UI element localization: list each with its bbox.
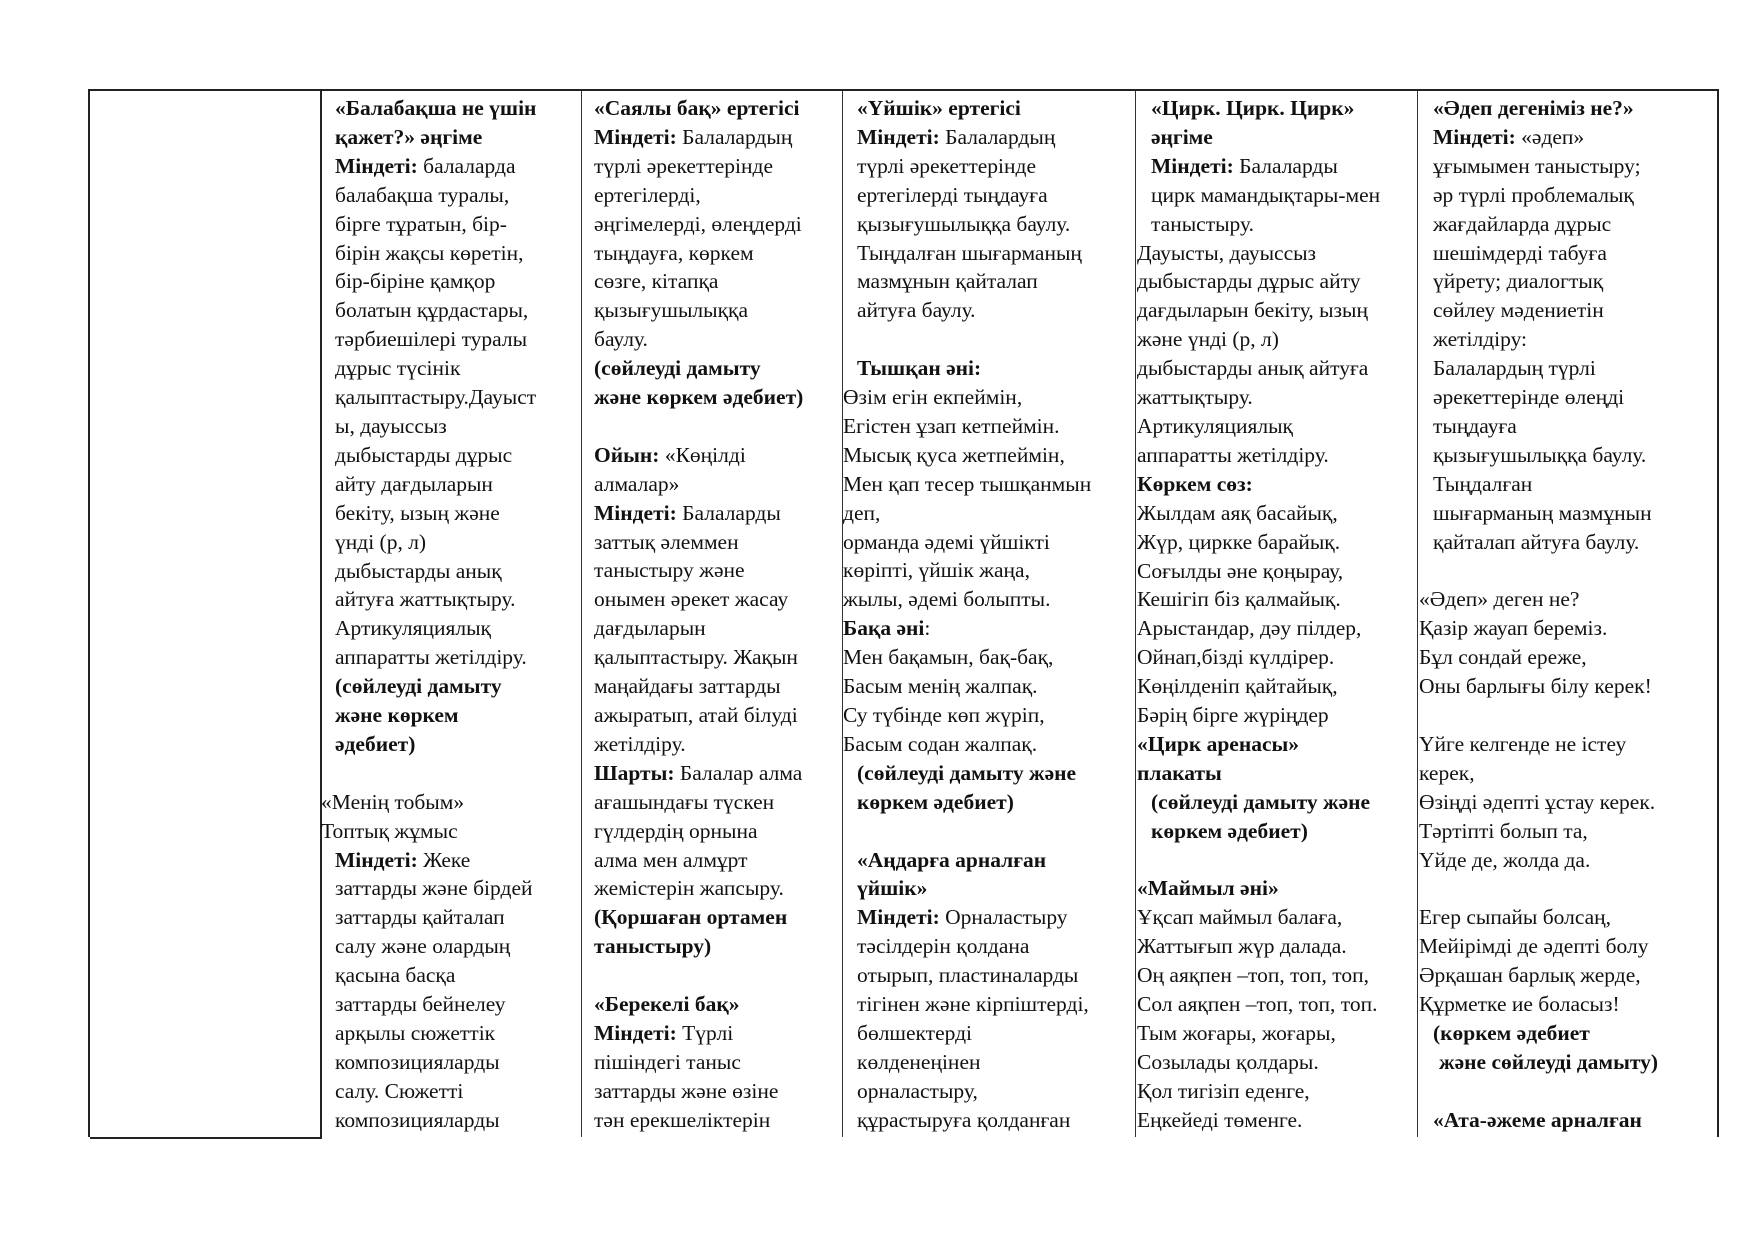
task-text: Балалардың	[676, 124, 793, 149]
text-line: шешімдерді табуға	[1433, 240, 1607, 265]
task-line	[857, 903, 1133, 932]
verse-line: Созылады қолдары.	[1137, 1049, 1319, 1074]
text-line: дыбыстарды дұрыс айту	[1137, 269, 1361, 294]
activity-title: «Үйшік» ертегісі	[857, 96, 1021, 120]
text-line: әрекеттерінде өлеңді	[1433, 385, 1625, 410]
song-title: Тышқан әні:	[857, 356, 982, 381]
verse-line: керек,	[1419, 760, 1475, 785]
text-line: бірін жақсы көретін,	[335, 240, 524, 265]
task-line	[594, 1019, 840, 1048]
text-line: ы, дауыссыз	[335, 413, 447, 438]
verse-line: Тым жоғары, жоғары,	[1137, 1020, 1336, 1045]
task-label: Міндеті:	[857, 124, 940, 149]
text-line: айтуға жаттықтыру.	[335, 587, 516, 612]
text-line: таныстыру.	[1151, 211, 1254, 236]
verse-line: Жүр, циркке барайық.	[1137, 529, 1341, 554]
verse-line: Қазір жауап береміз.	[1419, 616, 1608, 641]
text-line: жетілдіру.	[594, 731, 686, 756]
text-line: көлденеңінен	[857, 1049, 981, 1074]
verse-line: Еңкейеді төменге.	[1137, 1107, 1303, 1132]
task-text: Балаларды	[676, 500, 781, 525]
text-line: салу. Сюжетті	[335, 1078, 464, 1103]
verse-line: деп,	[843, 500, 881, 525]
poem-title: «Әдеп» деген не?	[1419, 587, 1580, 612]
text-line: қызығушылыққа баулу.	[1433, 442, 1647, 467]
activity-title: «Цирк. Цирк. Цирк»	[1151, 96, 1355, 120]
text-line: жемістерін жапсыру.	[594, 876, 784, 901]
verse-line: Үйге келгенде не істеу	[1419, 731, 1627, 756]
text-line: қалыптастыру.Дауыст	[335, 385, 537, 410]
task-label: Міндеті:	[594, 124, 677, 149]
text-line: көріпті, үйшік жаңа,	[843, 558, 1030, 583]
cell-garden-tale	[594, 94, 840, 1134]
text-line: дыбыстарды анық	[335, 558, 502, 583]
rule-line	[594, 759, 840, 788]
verse-line: Үйде де, жолда да.	[1419, 847, 1591, 872]
task-text: Балаларды	[1233, 153, 1338, 178]
activity-title: «Балабақша не үшін	[335, 96, 537, 120]
verse-line: Кешігіп біз қалмайық.	[1137, 587, 1341, 612]
section-label: Көркем сөз:	[1137, 471, 1253, 496]
activity-title: қажет?» әңгіме	[335, 124, 483, 149]
task-text: Орналастыру	[939, 905, 1068, 930]
text-line: дағдыларын бекіту, ызың	[1137, 298, 1368, 323]
text-line: жаттықтыру.	[1137, 385, 1253, 410]
verse-line: Мейірімді де әдепті болу	[1419, 934, 1649, 959]
text-line: композицияларды	[335, 1107, 500, 1132]
text-line: ертегілерді тыңдауға	[857, 182, 1048, 207]
text-line: түрлі әрекеттерінде	[857, 153, 1037, 178]
text-line: тәрбиешілері туралы	[335, 327, 528, 352]
activity-title: әңгіме	[1151, 124, 1213, 149]
text-line: Балалардың түрлі	[1433, 356, 1596, 381]
text-line: заттарды қайталап	[335, 905, 505, 930]
verse-line: Су түбінде көп жүріп,	[843, 703, 1045, 728]
cell-circus-story	[1137, 94, 1415, 1134]
text-line: аппаратты жетілдіру.	[1137, 442, 1329, 467]
text-line: тән ерекшеліктерін	[594, 1107, 771, 1132]
text-line: түрлі әрекеттерінде	[594, 153, 774, 178]
text-line: балабақша туралы,	[335, 182, 510, 207]
task-line	[1433, 123, 1715, 152]
verse-line: Сол аяқпен –топ, топ, топ.	[1137, 992, 1378, 1017]
text-line: дыбыстарды анық айтуға	[1137, 356, 1369, 381]
task-line	[857, 123, 1133, 152]
text-line: айту дағдыларын	[335, 471, 493, 496]
text-line: болатын құрдастары,	[335, 298, 529, 323]
area-label: (сөйлеуді дамыту және	[857, 760, 1077, 785]
text-line: баулу.	[594, 327, 648, 352]
area-label: (көркем әдебиет	[1433, 1020, 1590, 1045]
song-title: «Маймыл әні»	[1137, 876, 1279, 901]
column-divider	[1417, 91, 1418, 1137]
task-label: Міндеті:	[1433, 124, 1516, 149]
verse-line: Арыстандар, дәу пілдер,	[1137, 616, 1362, 641]
text-line: жағдайларда дұрыс	[1433, 211, 1612, 236]
text-line: бірге тұратын, бір-	[335, 211, 507, 236]
text-line: тыңдауға, көркем	[594, 240, 754, 265]
area-label: көркем әдебиет)	[1151, 818, 1308, 843]
verse-line: Басым менің жалпақ.	[843, 674, 1038, 699]
text-line: дағдыларын	[594, 616, 706, 641]
text-line: алмалар»	[594, 471, 680, 496]
text-line: үйрету; диалогтық	[1433, 269, 1604, 294]
activity-title: «Берекелі бақ»	[594, 992, 740, 1017]
text-line: шығарманың мазмұнын	[1433, 500, 1652, 525]
text-line: әр түрлі проблемалық	[1433, 182, 1634, 207]
text-line: арқылы сюжеттік	[335, 1020, 496, 1045]
verse-line: Оң аяқпен –топ, топ, топ,	[1137, 963, 1369, 988]
activity-title: «Саялы бақ» ертегісі	[594, 96, 800, 120]
area-label: және көркем	[335, 703, 459, 728]
poster-title: «Цирк аренасы»	[1137, 731, 1300, 756]
task-text: балаларда	[417, 153, 516, 178]
task-text: Түрлі	[676, 1020, 734, 1045]
verse-line: Бәрің бірге жүріңдер	[1137, 703, 1329, 728]
verse-line: Өзім егін екпеймін,	[843, 385, 1023, 410]
area-label: (сөйлеуді дамыту	[594, 356, 761, 381]
task-label: Міндеті:	[335, 847, 418, 872]
text-line: айтуға баулу.	[857, 298, 976, 323]
text-line: Артикуляциялық	[335, 616, 491, 641]
rule-label: Шарты:	[594, 760, 675, 785]
text-line: Артикуляциялық	[1137, 413, 1293, 438]
text-line: сөйлеу мәдениетін	[1433, 298, 1604, 323]
verse-line: Егер сыпайы болсаң,	[1419, 905, 1612, 930]
area-label: көркем әдебиет)	[857, 789, 1014, 814]
task-label: Міндеті:	[594, 500, 677, 525]
text-line: қызығушылыққа	[594, 298, 749, 323]
rule-text: Балалар алма	[674, 760, 803, 785]
plan-table	[88, 89, 1719, 1137]
verse-line: Ұқсап маймыл балаға,	[1137, 905, 1343, 930]
text-line: тәсілдерін қолдана	[857, 934, 1030, 959]
text-line: бір-біріне қамқор	[335, 269, 496, 294]
verse-line: Соғылды әне қоңырау,	[1137, 558, 1344, 583]
verse-line: Мен бақамын, бақ-бақ,	[843, 645, 1054, 670]
task-text: «әдеп»	[1515, 124, 1585, 149]
task-line	[594, 123, 840, 152]
text-line: бекіту, ызың және	[335, 500, 500, 525]
song-line	[843, 614, 1133, 643]
text-line: ажыратып, атай білуді	[594, 703, 798, 728]
game-line	[594, 441, 840, 470]
verse-line: Егістен ұзап кетпеймін.	[843, 413, 1060, 438]
text-line: қасына басқа	[335, 963, 456, 988]
text-line: қызығушылыққа баулу.	[857, 211, 1071, 236]
text-line: заттық әлеммен	[594, 529, 739, 554]
area-label: және көркем әдебиет)	[594, 385, 804, 410]
text-line: дұрыс түсінік	[335, 356, 461, 381]
task-label: Міндеті:	[1151, 153, 1234, 178]
text-line: онымен әрекет жасау	[594, 587, 789, 612]
text-line: қайталап айтуға баулу.	[1433, 529, 1640, 554]
text-line: бөлшектерді	[857, 1020, 972, 1045]
area-label: әдебиет)	[335, 731, 416, 756]
cell-little-house-tale	[843, 94, 1133, 1134]
text-line: ұғымымен таныстыру;	[1433, 153, 1641, 178]
text-line: гүлдердің орнына	[594, 818, 758, 843]
verse-line: Әрқашан барлық жерде,	[1419, 963, 1641, 988]
area-label: және сөйлеуді дамыту)	[1439, 1049, 1659, 1074]
activity-title: үйшік»	[857, 876, 928, 901]
text-line: цирк мамандықтары-мен	[1151, 182, 1381, 207]
column-divider	[581, 91, 582, 1137]
task-line	[335, 152, 579, 181]
text-line: сөзге, кітапқа	[594, 269, 719, 294]
text-line: қалыптастыру. Жақын	[594, 645, 798, 670]
empty-first-column	[90, 91, 322, 1139]
area-label: (Қоршаған ортамен	[594, 905, 788, 930]
text-line: тыңдауға	[1433, 413, 1517, 438]
task-label: Міндеті:	[594, 1020, 677, 1045]
text-line: ертегілерді,	[594, 182, 701, 207]
verse-line: Құрметке ие боласыз!	[1419, 992, 1620, 1017]
text-line: және үнді (р, л)	[1137, 327, 1279, 352]
text-line: Дауысты, дауыссыз	[1137, 240, 1317, 265]
verse-line: Ойнап,бізді күлдірер.	[1137, 645, 1335, 670]
text-line: жетілдіру:	[1433, 327, 1528, 352]
game-label: Ойын:	[594, 442, 660, 467]
text-line: Тыңдалған шығарманың	[857, 240, 1082, 265]
area-label: таныстыру)	[594, 934, 712, 959]
text-line: дыбыстарды дұрыс	[335, 442, 513, 467]
text-line: аппаратты жетілдіру.	[335, 645, 527, 670]
task-line	[1151, 152, 1415, 181]
area-label: (сөйлеуді дамыту	[335, 674, 502, 699]
verse-line: Бұл сондай ереже,	[1419, 645, 1587, 670]
game-title: «Менің тобым»	[321, 789, 465, 814]
text-line: заттарды бейнелеу	[335, 992, 506, 1017]
verse-line: Мен қап тесер тышқанмын	[843, 471, 1092, 496]
text-line: ағашындағы түскен	[594, 789, 775, 814]
task-line	[335, 846, 579, 875]
cell-kindergarten-story	[321, 94, 579, 1134]
game-subtitle: Топтық жұмыс	[321, 818, 458, 843]
task-text: Жеке	[417, 847, 471, 872]
text-line: заттарды және өзіне	[594, 1078, 779, 1103]
text-line: үнді (р, л)	[335, 529, 427, 554]
text-line: таныстыру және	[594, 558, 745, 583]
verse-line: Жылдам аяқ басайық,	[1137, 500, 1338, 525]
verse-line: Мысық қуса жетпеймін,	[843, 442, 1065, 467]
text-line: тігінен және кірпіштерді,	[857, 992, 1089, 1017]
verse-line: Өзіңді әдепті ұстау керек.	[1419, 789, 1656, 814]
text-line: композицияларды	[335, 1049, 500, 1074]
text-line: маңайдағы заттарды	[594, 674, 781, 699]
activity-title: «Аңдарға арналған	[857, 847, 1047, 872]
text-line: Тыңдалған	[1433, 471, 1533, 496]
text-line: алма мен алмұрт	[594, 847, 748, 872]
text-line: салу және олардың	[335, 934, 511, 959]
verse-line: Жаттығып жүр далада.	[1137, 934, 1347, 959]
verse-line: Оны барлығы білу керек!	[1419, 674, 1652, 699]
text-line: мазмұнын қайталап	[857, 269, 1038, 294]
poster-title: плакаты	[1137, 760, 1222, 785]
cell-etiquette	[1419, 94, 1715, 1134]
task-label: Міндеті:	[857, 905, 940, 930]
verse-line: Тәртіпті болып та,	[1419, 818, 1588, 843]
column-divider	[1135, 91, 1136, 1137]
text-line: орманда әдемі үйшікті	[843, 529, 1050, 554]
game-text: «Көңілді	[659, 442, 746, 467]
text-line: орналастыру,	[857, 1078, 978, 1103]
task-line	[594, 499, 840, 528]
area-label: (сөйлеуді дамыту және	[1151, 789, 1371, 814]
text-line: жылы, әдемі болыпты.	[843, 587, 1051, 612]
text-line: пішіндегі таныс	[594, 1049, 741, 1074]
verse-line: Көңілденіп қайтайық,	[1137, 674, 1338, 699]
verse-line: Басым содан жалпақ.	[843, 731, 1038, 756]
text-line: әңгімелерді, өлеңдерді	[594, 211, 802, 236]
verse-line: Қол тигізіп еденге,	[1137, 1078, 1310, 1103]
activity-title: «Әдеп дегеніміз не?»	[1433, 96, 1634, 120]
colon: :	[924, 616, 931, 641]
task-text: Балалардың	[939, 124, 1056, 149]
activity-title: «Ата-әжеме арналған	[1433, 1107, 1642, 1132]
text-line: заттарды және бірдей	[335, 876, 533, 901]
text-line: құрастыруға қолданған	[857, 1107, 1071, 1132]
text-line: отырып, пластиналарды	[857, 963, 1079, 988]
task-label: Міндеті:	[335, 153, 418, 178]
song-title: Бақа әні	[843, 616, 925, 641]
